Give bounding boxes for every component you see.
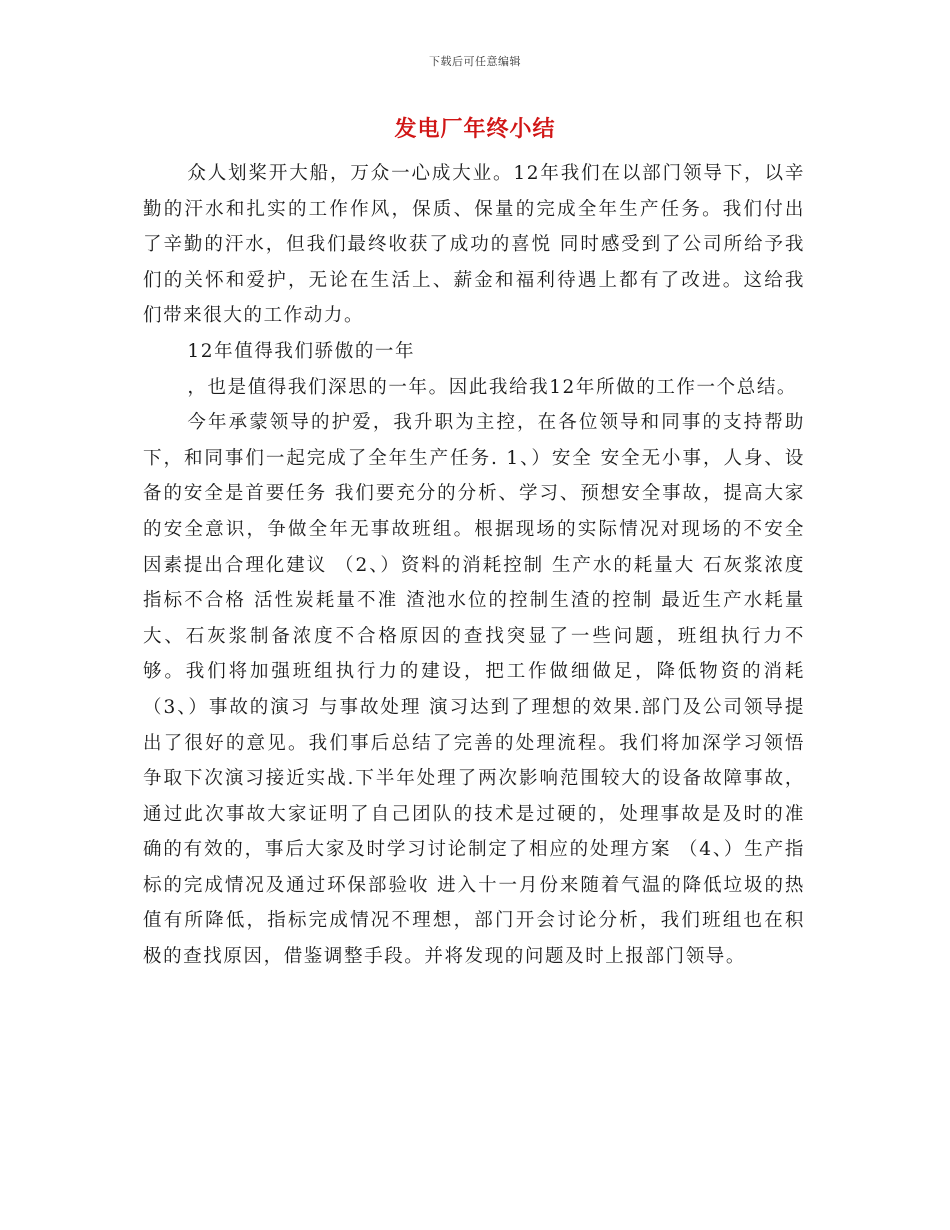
document-title: 发电厂年终小结 <box>394 116 556 142</box>
paragraph-reflection: ，也是值得我们深思的一年。因此我给我12年所做的工作一个总结。 <box>187 376 798 398</box>
header-note: 下载后可任意编辑 <box>429 55 521 68</box>
paragraph-proud-year: 12年值得我们骄傲的一年 <box>187 340 416 362</box>
paragraph-intro: 众人划桨开大船，万众一心成大业。12年我们在以部门领导下，以辛勤的汗水和扎实的工作作风，保质、保量的完成全年生产任务。我们付出了辛勤的汗水，但我们最终收获了成功的喜悦 同时感受到了公司所给予我们的关怀和爱护，无论在生活上、薪金和福利待遇上都有了改进。这给我们带来很大的工作动力。 <box>143 163 805 327</box>
paragraph-work-summary: 今年承蒙领导的护爱，我升职为主控，在各位领导和同事的支持帮助下，和同事们一起完成了全年生产任务. 1、）安全 安全无小事，人身、设备的安全是首要任务 我们要充分的分析、学习、预想安全事故，提高大家的安全意识，争做全年无事故班组。根据现场的实际情况对现场的不安全因素提出合理化建议 （2、）资料的消耗控制 生产水的耗量大 石灰浆浓度指标不合格 活性炭耗量不准 渣池水位的控制生渣的控制 最近生产水耗量大、石灰浆制备浓度不合格原因的查找突显了一些问题，班组执行力不够。我们将加强班组执行力的建设，把工作做细做足，降低物资的消耗 （3、）事故的演习 与事故处理 演习达到了理想的效果.部门及公司领导提出了很好的意见。我们事后总结了完善的处理流程。我们将加深学习领悟争取下次演习接近实战.下半年处理了两次影响范围较大的设备故障事故，通过此次事故大家证明了自己团队的技术是过硬的，处理事故是及时的准确的有效的，事后大家及时学习讨论制定了相应的处理方案 （4、）生产指标的完成情况及通过环保部验收 进入十一月份来随着气温的降低垃圾的热值有所降低，指标完成情况不理想，部门开会讨论分析，我们班组也在积极的查找原因，借鉴调整手段。并将发现的问题及时上报部门领导。 <box>143 412 805 968</box>
document-body <box>143 156 805 975</box>
